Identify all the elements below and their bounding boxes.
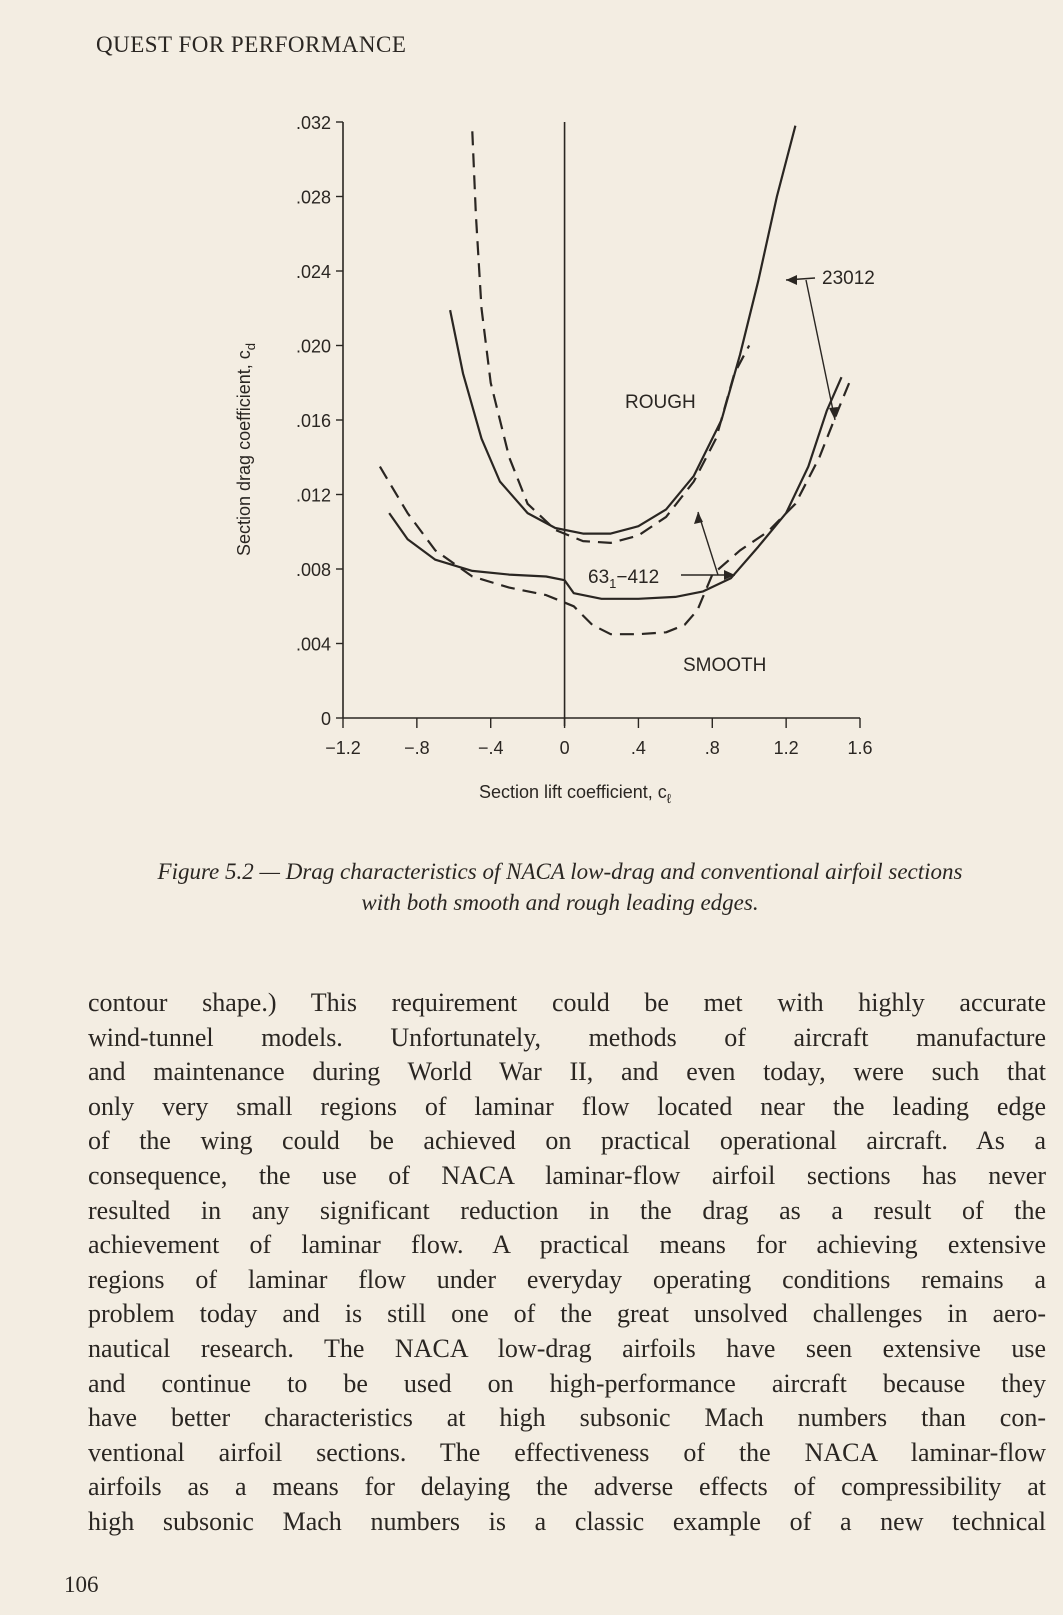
- running-head: QUEST FOR PERFORMANCE: [96, 32, 407, 57]
- y-tick-label: 0: [320, 709, 331, 729]
- leader-23012-b: [806, 280, 835, 420]
- body-line: contour shape.) This requirement could be met with highly accurate: [88, 988, 1046, 1017]
- x-tick-label: −.8: [404, 738, 430, 758]
- chart-series: [380, 126, 851, 635]
- x-tick-label: 1.6: [847, 738, 873, 758]
- page-number: 106: [64, 1572, 99, 1597]
- label-airfoil-63-sub: 1: [609, 576, 617, 591]
- x-axis-label-sub: ℓ: [666, 791, 671, 806]
- label-airfoil-63-suffix: −412: [616, 567, 660, 588]
- body-line: regions of laminar flow under everyday operating conditions remains a: [88, 1264, 1046, 1294]
- x-axis-label-main: Section lift coefficient, c: [479, 782, 667, 802]
- label-airfoil-63-main: 63: [588, 567, 610, 588]
- body-line: only very small regions of laminar flow located near the leading edge: [88, 1091, 1046, 1121]
- body-line: wind-tunnel models. Unfortunately, methods of aircraft manufacture: [88, 1022, 1046, 1052]
- series-line-3: [389, 377, 841, 599]
- x-axis-label: [479, 782, 672, 806]
- label-rough: ROUGH: [625, 392, 696, 413]
- y-axis-label: [234, 343, 258, 556]
- y-tick-label: .028: [295, 187, 331, 208]
- y-axis-label-main: Section drag coefficient, c: [234, 350, 254, 556]
- series-line-4: [380, 379, 851, 634]
- caption-line-1: Figure 5.2 — Drag characteristics of NACA low-drag and conventional airfoil sections: [157, 859, 963, 884]
- y-tick-label: .020: [295, 336, 331, 357]
- x-tick-label: .4: [630, 738, 646, 758]
- x-tick-label: −1.2: [325, 738, 361, 758]
- y-tick-label: .032: [295, 113, 331, 133]
- body-line: consequence, the use of NACA laminar-flow airfoil sections has never: [88, 1160, 1046, 1190]
- series-line-2: [472, 131, 749, 543]
- y-tick-label: .016: [295, 411, 331, 431]
- body-line: of the wing could be achieved on practical operational aircraft. As a: [88, 1126, 1046, 1156]
- body-line: resulted in any significant reduction in the drag as a result of the: [88, 1195, 1046, 1225]
- y-tick-label: .008: [295, 560, 331, 580]
- body-line: nautical research. The NACA low-drag airfoils have seen extensive use: [88, 1333, 1046, 1363]
- y-tick-label: .024: [295, 262, 331, 282]
- body-line: achievement of laminar flow. A practical means for achieving extensive: [88, 1230, 1046, 1260]
- leader-63-b: [698, 512, 718, 575]
- label-airfoil-23012: 23012: [822, 268, 875, 289]
- body-line: have better characteristics at high subsonic Mach numbers than con-: [88, 1403, 1046, 1433]
- x-tick-label: 0: [559, 738, 570, 758]
- body-line: high subsonic Mach numbers is a classic example of a new technical: [88, 1506, 1046, 1536]
- x-tick-label: 1.2: [773, 738, 799, 758]
- y-tick-label: .004: [295, 634, 331, 655]
- caption-line-2: with both smooth and rough leading edges.: [361, 890, 759, 915]
- body-line: problem today and is still one of the great unsolved challenges in aero-: [88, 1299, 1046, 1329]
- body-line: airfoils as a means for delaying the adverse effects of compressibility at: [88, 1472, 1046, 1502]
- y-axis-label-sub: d: [243, 342, 258, 351]
- body-line: and maintenance during World War II, and even today, were such that: [88, 1057, 1046, 1087]
- label-airfoil-63-412: [588, 567, 659, 591]
- body-paragraph: [88, 986, 1046, 1540]
- figure-caption: [80, 856, 1040, 918]
- y-tick-label: .012: [295, 485, 331, 506]
- chart-axes: [296, 113, 873, 758]
- x-tick-label: .8: [704, 738, 720, 758]
- body-line: and continue to be used on high-performance aircraft because they: [88, 1368, 1046, 1398]
- series-line-1: [450, 126, 795, 534]
- body-line: ventional airfoil sections. The effectiveness of the NACA laminar-flow: [88, 1437, 1046, 1467]
- x-tick-label: −.4: [477, 738, 504, 758]
- label-smooth: SMOOTH: [683, 655, 767, 676]
